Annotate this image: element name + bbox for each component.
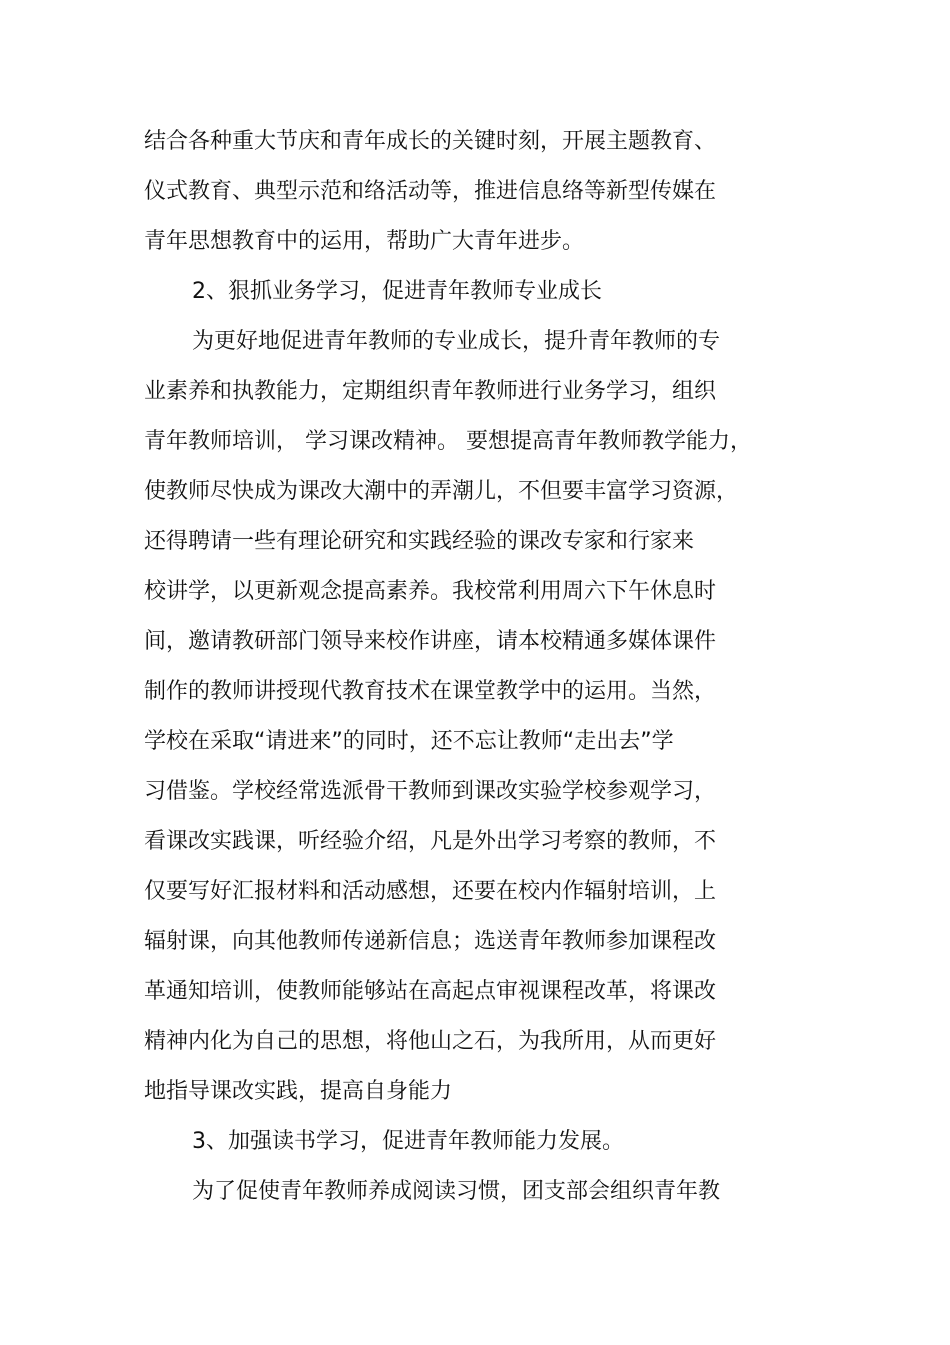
text-line-2: 仪式教育、典型示范和络活动等，推进信息络等新型传媒在 <box>144 179 717 204</box>
text-line-14: 习借鉴。学校经常选派骨干教师到课改实验学校参观学习， <box>144 779 717 804</box>
text-line-20: 地指导课改实践，提高自身能力 <box>144 1079 453 1104</box>
text-line-16: 仅要写好汇报材料和活动感想，还要在校内作辐射培训，上 <box>144 879 717 904</box>
text-line-22: 为了促使青年教师养成阅读习惯，团支部会组织青年教 <box>192 1179 721 1204</box>
text-line-12: 制作的教师讲授现代教育技术在课堂教学中的运用。当然， <box>144 679 717 704</box>
text-line-17: 辐射课，向其他教师传递新信息；选送青年教师参加课程改 <box>144 929 717 954</box>
text-line-1: 结合各种重大节庆和青年成长的关键时刻，开展主题教育、 <box>144 129 717 154</box>
text-line-11: 间，邀请教研部门领导来校作讲座，请本校精通多媒体课件 <box>144 629 717 654</box>
text-line-3: 青年思想教育中的运用，帮助广大青年进步。 <box>144 229 585 254</box>
text-line-15: 看课改实践课，听经验介绍，凡是外出学习考察的教师，不 <box>144 829 717 854</box>
text-line-10: 校讲学，以更新观念提高素养。我校常利用周六下午休息时 <box>144 579 717 604</box>
section-heading-3: 3、加强读书学习，促进青年教师能力发展。 <box>192 1129 624 1154</box>
text-line-7: 青年教师培训， 学习课改精神。 要想提高青年教师教学能力， <box>144 429 752 454</box>
text-line-8: 使教师尽快成为课改大潮中的弄潮儿，不但要丰富学习资源， <box>144 479 739 504</box>
text-line-9: 还得聘请一些有理论研究和实践经验的课改专家和行家来 <box>144 529 695 554</box>
text-line-6: 业素养和执教能力，定期组织青年教师进行业务学习，组织 <box>144 379 717 404</box>
section-heading-2: 2、狠抓业务学习，促进青年教师专业成长 <box>192 279 602 304</box>
text-line-5: 为更好地促进青年教师的专业成长，提升青年教师的专 <box>192 329 721 354</box>
text-line-19: 精神内化为自己的思想，将他山之石，为我所用，从而更好 <box>144 1029 717 1054</box>
text-line-18: 革通知培训，使教师能够站在高起点审视课程改革，将课改 <box>144 979 717 1004</box>
text-line-13: 学校在采取“请进来”的同时，还不忘让教师“走出去”学 <box>144 729 674 754</box>
